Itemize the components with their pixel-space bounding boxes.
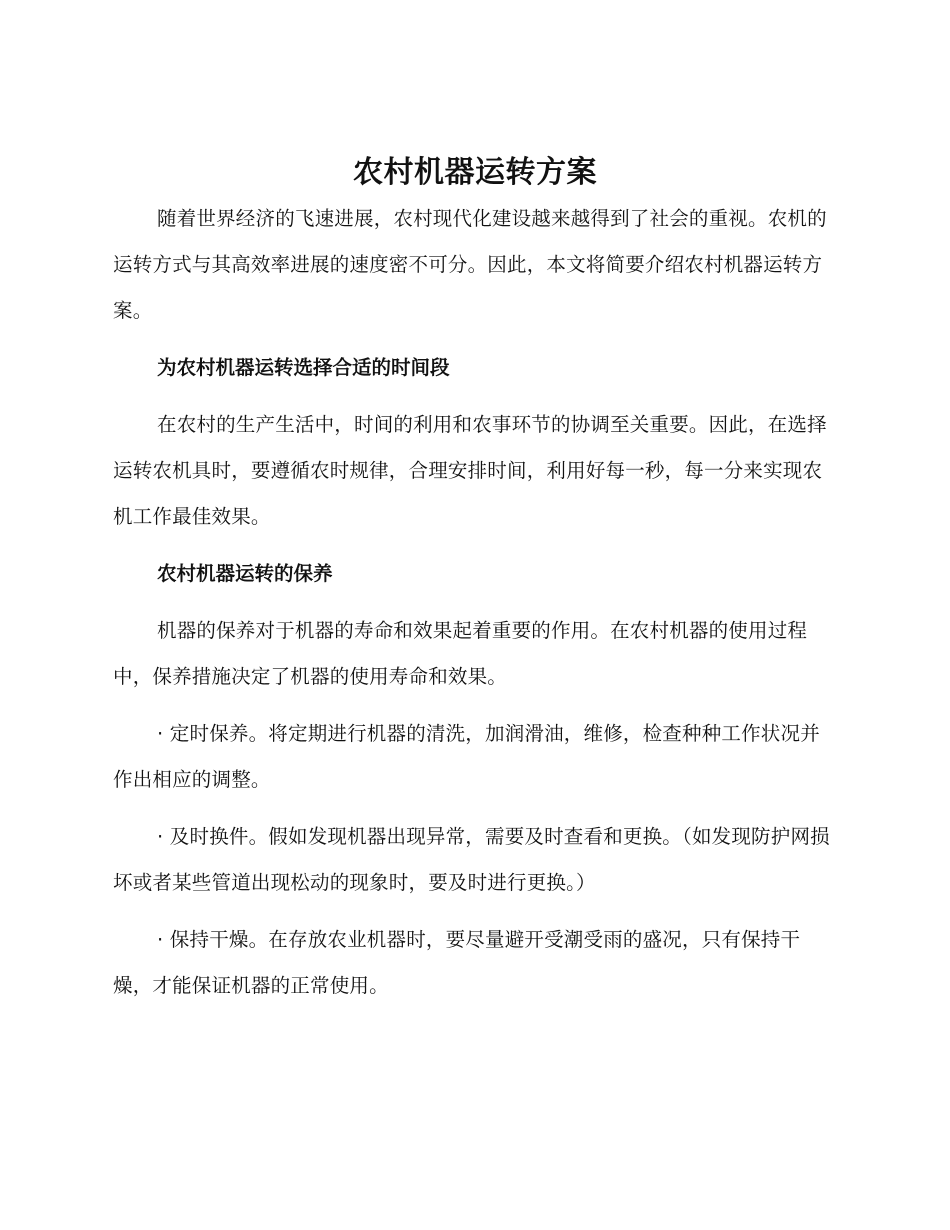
section-body-maintenance: 机器的保养对于机器的寿命和效果起着重要的作用。在农村机器的使用过程中，保养措施决定了机器的使用寿命和效果。 (113, 619, 808, 688)
section-heading-time: 为农村机器运转选择合适的时间段 (157, 356, 450, 379)
bullet-item-timely-replacement: · 及时换件。假如发现机器出现异常，需要及时查看和更换。（如发现防护网损坏或者某些管道出现松动的现象时，要及时进行更换。） (113, 825, 830, 894)
spacer (113, 803, 837, 814)
spacer (113, 540, 837, 551)
spacer (113, 700, 837, 711)
intro-paragraph: 随着世界经济的飞速进展，农村现代化建设越来越得到了社会的重视。农机的运转方式与其高效率进展的速度密不可分。因此，本文将简要介绍农村机器运转方案。 (113, 207, 827, 322)
section-heading-maintenance: 农村机器运转的保养 (157, 562, 333, 585)
bullet-item-keep-dry: · 保持干燥。在存放农业机器时，要尽量避开受潮受雨的盛况，只有保持干燥，才能保证机器的正常使用。 (113, 928, 801, 997)
spacer (113, 391, 837, 402)
document-title: 农村机器运转方案 (353, 155, 597, 190)
spacer (113, 597, 837, 608)
spacer (113, 334, 837, 345)
section-body-time: 在农村的生产生活中，时间的利用和农事环节的协调至关重要。因此，在选择运转农机具时，要遵循农时规律，合理安排时间，利用好每一秒，每一分来实现农机工作最佳效果。 (113, 413, 827, 528)
spacer (113, 906, 837, 917)
bullet-item-regular-maintenance: · 定时保养。将定期进行机器的清洗，加润滑油，维修，检查种种工作状况并作出相应的调整。 (113, 722, 820, 791)
document-page (113, 150, 837, 1009)
